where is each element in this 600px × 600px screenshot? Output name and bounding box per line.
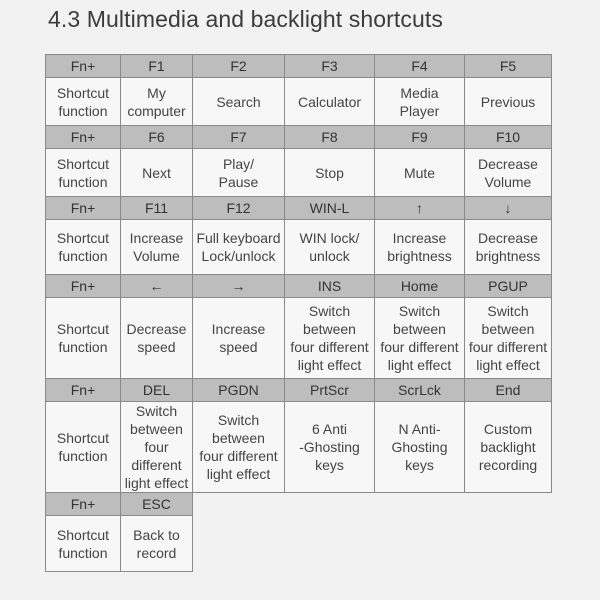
page-title: 4.3 Multimedia and backlight shortcuts — [48, 6, 444, 32]
key-row — [46, 379, 552, 402]
function-cell: My computer — [121, 78, 193, 126]
function-row — [46, 402, 552, 493]
fn-key-label: Fn+ — [46, 126, 121, 149]
key-cell: ← — [121, 275, 193, 298]
key-cell: Home — [375, 275, 465, 298]
function-cell: Switch between four different light effect — [465, 298, 552, 379]
empty-cell — [465, 516, 552, 572]
fn-key-label: Fn+ — [46, 55, 121, 78]
function-cell: Switch between four different light effect — [285, 298, 375, 379]
empty-cell — [193, 516, 285, 572]
fn-key-label: Fn+ — [46, 493, 121, 516]
key-row — [46, 55, 552, 78]
key-cell: End — [465, 379, 552, 402]
fn-key-label: Fn+ — [46, 275, 121, 298]
shortcut-function-label: Shortcut function — [46, 298, 121, 379]
function-cell: WIN lock/ unlock — [285, 220, 375, 275]
key-cell: F12 — [193, 197, 285, 220]
function-cell: Media Player — [375, 78, 465, 126]
key-cell: ESC — [121, 493, 193, 516]
key-cell: → — [193, 275, 285, 298]
function-row — [46, 220, 552, 275]
key-cell: F7 — [193, 126, 285, 149]
function-cell: Decrease speed — [121, 298, 193, 379]
key-cell: PrtScr — [285, 379, 375, 402]
fn-key-label: Fn+ — [46, 197, 121, 220]
empty-cell — [375, 516, 465, 572]
function-cell: Increase Volume — [121, 220, 193, 275]
function-cell: Previous — [465, 78, 552, 126]
key-cell: ↑ — [375, 197, 465, 220]
key-cell: ScrLck — [375, 379, 465, 402]
key-cell: PGUP — [465, 275, 552, 298]
fn-key-label: Fn+ — [46, 379, 121, 402]
key-cell: F4 — [375, 55, 465, 78]
key-row — [46, 275, 552, 298]
function-cell: 6 Anti -Ghosting keys — [285, 402, 375, 493]
key-cell: WIN-L — [285, 197, 375, 220]
key-cell: F6 — [121, 126, 193, 149]
shortcut-function-label: Shortcut function — [46, 220, 121, 275]
function-row — [46, 149, 552, 197]
function-cell: Switch between four different light effect — [193, 402, 285, 493]
key-row — [46, 126, 552, 149]
function-cell: Stop — [285, 149, 375, 197]
function-cell: Full keyboard Lock/unlock — [193, 220, 285, 275]
key-cell: F9 — [375, 126, 465, 149]
key-cell: F10 — [465, 126, 552, 149]
shortcut-function-label: Shortcut function — [46, 516, 121, 572]
empty-cell — [193, 493, 285, 516]
function-cell: Mute — [375, 149, 465, 197]
function-cell: Switch between four different light effect — [375, 298, 465, 379]
empty-cell — [285, 493, 375, 516]
shortcut-function-label: Shortcut function — [46, 149, 121, 197]
function-cell: Decrease Volume — [465, 149, 552, 197]
key-cell: F11 — [121, 197, 193, 220]
empty-cell — [285, 516, 375, 572]
shortcut-table — [45, 54, 552, 572]
key-cell: F3 — [285, 55, 375, 78]
function-cell: Increase brightness — [375, 220, 465, 275]
key-cell: F5 — [465, 55, 552, 78]
function-cell: Play/ Pause — [193, 149, 285, 197]
empty-cell — [375, 493, 465, 516]
key-cell: ↓ — [465, 197, 552, 220]
function-cell: Switch between four different light effect — [121, 402, 193, 493]
shortcut-function-label: Shortcut function — [46, 78, 121, 126]
function-cell: Next — [121, 149, 193, 197]
key-cell: PGDN — [193, 379, 285, 402]
function-cell: Decrease brightness — [465, 220, 552, 275]
key-row — [46, 197, 552, 220]
function-cell: Custom backlight recording — [465, 402, 552, 493]
shortcut-function-label: Shortcut function — [46, 402, 121, 493]
function-row — [46, 298, 552, 379]
function-cell: Increase speed — [193, 298, 285, 379]
key-row — [46, 493, 552, 516]
key-cell: F2 — [193, 55, 285, 78]
key-cell: INS — [285, 275, 375, 298]
function-cell: Calculator — [285, 78, 375, 126]
key-cell: F8 — [285, 126, 375, 149]
function-row — [46, 78, 552, 126]
key-cell: F1 — [121, 55, 193, 78]
empty-cell — [465, 493, 552, 516]
function-row — [46, 516, 552, 572]
function-cell: N Anti- Ghosting keys — [375, 402, 465, 493]
function-cell: Back to record — [121, 516, 193, 572]
key-cell: DEL — [121, 379, 193, 402]
function-cell: Search — [193, 78, 285, 126]
